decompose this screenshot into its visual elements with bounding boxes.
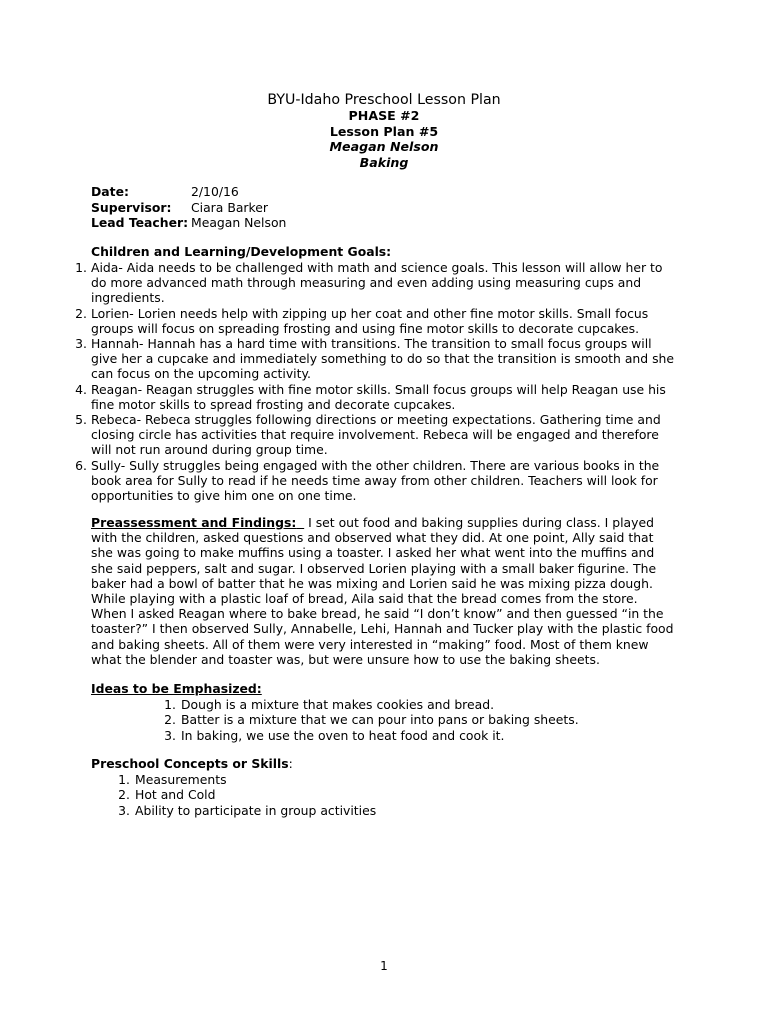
date-label: Date: — [91, 184, 129, 199]
lesson-label: Lesson Plan #5 — [329, 124, 439, 139]
preassessment-heading: Preassessment and Findings: — [91, 515, 297, 530]
document-title: BYU-Idaho Preschool Lesson Plan — [267, 92, 501, 108]
supervisor-value: Ciara Barker — [191, 199, 268, 215]
phase-label: PHASE #2 — [348, 108, 420, 123]
supervisor-row — [91, 200, 286, 216]
list-item: 3. In baking, we use the oven to heat food and cook it. — [164, 727, 505, 743]
list-item: 4. Reagan- Reagan struggles with fine motor skills. Small focus groups will help Reagan use his fine motor skills to spread frosting and decorate cupcakes. — [75, 381, 666, 412]
list-item: 3. Hannah- Hannah has a hard time with transitions. The transition to small focus groups will give her a cupcake and immediately something to do so that the transition is smooth and she can focus on the upcoming activity. — [75, 336, 675, 382]
list-item: 5. Rebeca- Rebeca struggles following directions or meeting expectations. Gathering time and closing circle has activities that require involvement. Rebeca will be engaged and therefore will not run around during group time. — [75, 412, 661, 458]
concepts-heading-colon: : — [288, 756, 293, 771]
page-number: 1 — [380, 959, 388, 973]
author-name: Meagan Nelson — [329, 139, 439, 154]
list-item: 1. Measurements — [118, 772, 227, 787]
concepts-heading — [91, 756, 293, 772]
list-item: 1. Dough is a mixture that makes cookies and bread. — [164, 697, 495, 712]
lead-teacher-label: Lead Teacher: — [91, 215, 189, 230]
lesson-topic: Baking — [359, 155, 409, 170]
supervisor-label: Supervisor: — [91, 199, 172, 215]
lesson-meta — [91, 184, 286, 231]
preassessment-paragraph — [91, 515, 676, 667]
concepts-heading-text: Preschool Concepts or Skills — [91, 756, 289, 771]
list-item: 1. Aida- Aida needs to be challenged with math and science goals. This lesson will allow her to do more advanced math through measuring and even adding using measuring cups and ingredients. — [75, 260, 663, 306]
date-row — [91, 184, 286, 200]
lead-teacher-value: Meagan Nelson — [191, 215, 287, 230]
preassessment-text: I set out food and baking supplies during class. I played with the children, asked questions and observed what they did. At one point, Ally said that she was going to make muffins using a toaster. I asked her what went into the muffins and she said peppers, salt and sugar. I observed Lorien playing with a small baker figurine. The baker had a bowl of batter that he was mixing and Lorien said he was mixing pizza dough. While playing with a plastic loaf of bread, Aila said that the bread comes from the store. When I asked Reagan where to bake bread, he said “I don’t know” and then guessed “in the toaster?” I then observed Sully, Annabelle, Lehi, Hannah and Tucker play with the plastic food and baking sheets. All of them were very interested in “making” food. Most of them knew what the blender and toaster was, but were unsure how to use the baking sheets. — [91, 515, 674, 667]
goals-heading: Children and Learning/Development Goals: — [91, 244, 392, 259]
ideas-heading: Ideas to be Emphasized: — [91, 681, 262, 696]
goals-list — [75, 260, 676, 504]
list-item: 2. Lorien- Lorien needs help with zipping up her coat and other fine motor skills. Small focus groups will focus on spreading frosting and using fine motor skills to decorate cupcakes. — [75, 305, 649, 336]
date-value: 2/10/16 — [191, 184, 239, 199]
lead-teacher-row — [91, 215, 286, 231]
list-item: 3. Ability to participate in group activities — [118, 802, 377, 818]
list-item: 2. Hot and Cold — [118, 787, 216, 803]
list-item: 2. Batter is a mixture that we can pour into pans or baking sheets. — [164, 712, 579, 728]
list-item: 6. Sully- Sully struggles being engaged with the other children. There are various books in the book area for Sully to read if he needs time away from other children. Teachers will look for opportunities to give him one on one time. — [75, 457, 660, 504]
ideas-list — [0, 697, 579, 743]
concepts-list — [0, 772, 376, 818]
